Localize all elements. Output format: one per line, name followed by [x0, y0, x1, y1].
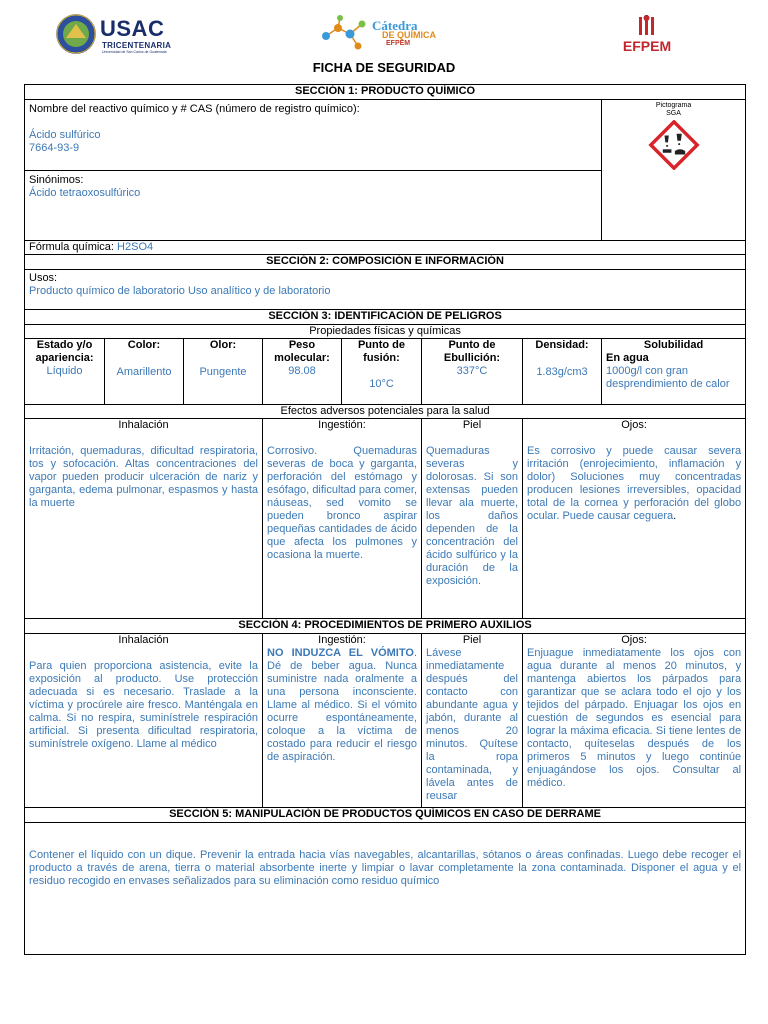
formula-value: H2SO4: [117, 241, 154, 253]
page-header: [0, 0, 768, 60]
prop-peso-label: Peso molecular:: [274, 339, 330, 364]
effect-eyes-body: [527, 445, 741, 523]
aid-eyes-label: Ojos:: [621, 634, 647, 646]
catedra-efpem: EFPEM: [386, 40, 411, 47]
aid-ingestion: [263, 634, 422, 808]
aid-inhalation-text: Para quien proporciona asistencia, evite la exposición al producto. Use protección adecuada si es necesario. Traslade a la víctima y procúrele aire fresco. Manténgala en calma. Si no respira, suminístrele respiración artificial. Si presenta dificultad respiratoria, suminístrele oxígeno. Llame al médico: [29, 660, 258, 750]
effect-ingestion-label: Ingestión:: [318, 419, 366, 431]
synonyms-cell: [25, 171, 602, 241]
section4-title: SECCIÓN 4: PROCEDIMIENTOS DE PRIMERO AUXILIOS: [25, 619, 746, 634]
prop-densidad-label: Densidad:: [535, 339, 589, 351]
aid-skin: [422, 634, 523, 808]
safety-sheet-table: [24, 84, 746, 955]
prop-solubilidad-value: 1000g/l con gran desprendimiento de calor: [606, 365, 730, 390]
prop-solubilidad-label: Solubilidad: [643, 339, 704, 351]
pictogram-sga: SGA: [666, 110, 681, 117]
page-title: FICHA DE SEGURIDAD: [312, 60, 456, 75]
uses-label: Usos:: [29, 272, 58, 284]
effects-title: Efectos adversos potenciales para la salud: [25, 405, 746, 419]
usac-name: USAC: [100, 16, 165, 41]
prop-solubilidad-sub: En agua: [606, 352, 649, 364]
molecule-icon: [318, 14, 380, 56]
prop-peso: [263, 339, 342, 405]
uses-cell: [25, 270, 746, 310]
corrosion-icon: [645, 120, 703, 170]
prop-fusion-value: 10°C: [369, 378, 394, 390]
cas-number: 7664-93-9: [29, 142, 80, 154]
effect-eyes: [523, 419, 746, 619]
effect-inhalation-label: Inhalación: [118, 419, 169, 431]
prop-estado-label: Estado y/o apariencia:: [35, 339, 94, 364]
aid-skin-label: Piel: [462, 634, 482, 646]
effect-inhalation: [25, 419, 263, 619]
synonyms-label: Sinónimos:: [29, 174, 84, 186]
prop-estado-value: Líquido: [46, 365, 83, 377]
aid-ingestion-text: . Dé de beber agua. Nunca suministre nada oralmente a una persona inconsciente. Llame al médico. Si el vómito ocurre espontáneamente, coloque a la víctima de costado para reducir el riesgo de aspiración.: [267, 647, 417, 763]
reagent-label: Nombre del reactivo químico y # CAS (número de registro químico):: [29, 103, 360, 115]
prop-solubilidad: [602, 339, 746, 405]
effect-skin-text: Quemaduras severas y dolorosas. Si son extensas pueden llevar ala muerte, los daños dependen de la concentración del ácido sulfúrico y la duración de la exposición.: [426, 445, 518, 587]
prop-fusion: [342, 339, 422, 405]
aid-ingestion-warning: NO INDUZCA EL VÓMITO: [267, 647, 414, 659]
efpem-logo: [612, 14, 682, 58]
prop-estado: [25, 339, 105, 405]
effect-eyes-text: Es corrosivo y puede causar severa irritación (enrojecimiento, inflamación y dolor) Soluciones muy concentradas producen lesiones irreversibles, opacidad total de la cornea y perforación del globo ocular. Puede causar ceguera: [527, 445, 742, 522]
prop-fusion-label: Punto de fusión:: [357, 339, 406, 364]
catedra-logo: [318, 14, 466, 56]
aid-inhalation: [25, 634, 263, 808]
uses-value: Producto químico de laboratorio Uso analítico y de laboratorio: [29, 285, 331, 297]
section1-title: SECCIÓN 1: PRODUCTO QUÍMICO: [25, 85, 746, 100]
prop-densidad: [523, 339, 602, 405]
aid-eyes: [523, 634, 746, 808]
prop-olor: [184, 339, 263, 405]
reagent-name: Ácido sulfúrico: [29, 129, 101, 141]
effect-eyes-label: Ojos:: [621, 419, 647, 431]
formula-label: Fórmula química:: [29, 241, 114, 253]
aid-ingestion-label: Ingestión:: [318, 634, 366, 646]
aid-ingestion-body: [267, 647, 417, 764]
effect-eyes-end: .: [673, 510, 677, 522]
effect-inhalation-text: Irritación, quemaduras, dificultad respiratoria, tos y sofocación. Altas concentraciones del vapor pueden producir ulceración de nariz y garganta, edema pulmonar, espasmos y hasta la muerte: [29, 445, 258, 509]
efpem-emblem-icon: [612, 14, 682, 38]
prop-densidad-value: 1.83g/cm3: [536, 366, 588, 378]
pictogram-label: Pictograma: [655, 102, 692, 109]
prop-color: [105, 339, 184, 405]
prop-peso-value: 98.08: [288, 365, 316, 377]
section5-title: SECCIÓN 5: MANIPULACIÓN DE PRODUCTOS QUÍMICOS EN CASO DE DERRAME: [25, 808, 746, 823]
prop-olor-value: Pungente: [199, 366, 247, 378]
section3-title: SECCIÓN 3: IDENTIFICACIÓN DE PELIGROS: [25, 310, 746, 325]
effect-skin: [422, 419, 523, 619]
usac-subtitle: TRICENTENARIA: [102, 41, 172, 50]
prop-color-value: Amarillento: [116, 366, 172, 378]
pictogram-cell: [602, 100, 746, 241]
efpem-name: EFPEM: [622, 38, 672, 54]
catedra-title: Cátedra: [372, 18, 418, 33]
catedra-subtitle: DE QUÍMICA: [382, 30, 436, 40]
aid-eyes-text: Enjuague inmediatamente los ojos con agua durante al menos 20 minutos, y mantenga abiertos los párpados para garantizar que se aclara todo el ojo y los tejidos del párpado. Enjuagar los ojos en cuestión de segundos es esencial para lograr la máxima eficacia. Si tiene lentes de contacto, quíteselas después de los primeros 5 minutos y luego continúe enjuagándose los ojos. Consultar al médico.: [527, 647, 742, 789]
effect-skin-label: Piel: [462, 419, 482, 431]
aid-skin-text: Lávese inmediatamente después del contacto con abundante agua y jabón, durante al menos 20 minutos. Quítese la ropa contaminada, y lávela antes de reusar: [426, 647, 518, 802]
spill-text: Contener el líquido con un dique. Prevenir la entrada hacia vías navegables, alcantarillas, sótanos o áreas confinadas. Luego debe recoger el producto a través de arena, tierra o material absorbente inerte y limpiar o lavar completamente la zona contaminada. Disponer el agua y el residuo recogido en envases señalizados para su eliminación como residuo químico: [29, 849, 742, 887]
prop-ebullicion-label: Punto de Ebullición:: [443, 339, 501, 364]
usac-tiny: Universidad de San Carlos de Guatemala: [102, 50, 167, 54]
usac-seal-icon: [56, 14, 96, 54]
prop-color-label: Color:: [127, 339, 161, 351]
section2-title: SECCIÓN 2: COMPOSICIÓN E INFORMACIÓN: [25, 255, 746, 270]
reagent-cell: [25, 100, 602, 171]
properties-title: Propiedades físicas y químicas: [25, 325, 746, 339]
effect-ingestion-text: Corrosivo. Quemaduras severas de boca y garganta, perforación del estómago y esófago, dificultad para comer, náuseas, sed vomito se pueden bronco aspirar pequeñas cantidades de ácido que afecta los pulmones y ocasiona la muerte.: [267, 445, 417, 561]
spill-cell: [25, 823, 746, 955]
prop-ebullicion: [422, 339, 523, 405]
effect-ingestion: [263, 419, 422, 619]
prop-ebullicion-value: 337°C: [456, 365, 488, 377]
prop-olor-label: Olor:: [209, 339, 237, 351]
synonyms-value: Ácido tetraoxosulfúrico: [29, 187, 141, 199]
usac-logo: [56, 14, 196, 60]
aid-inhalation-label: Inhalación: [118, 634, 169, 646]
formula-cell: [25, 241, 746, 255]
